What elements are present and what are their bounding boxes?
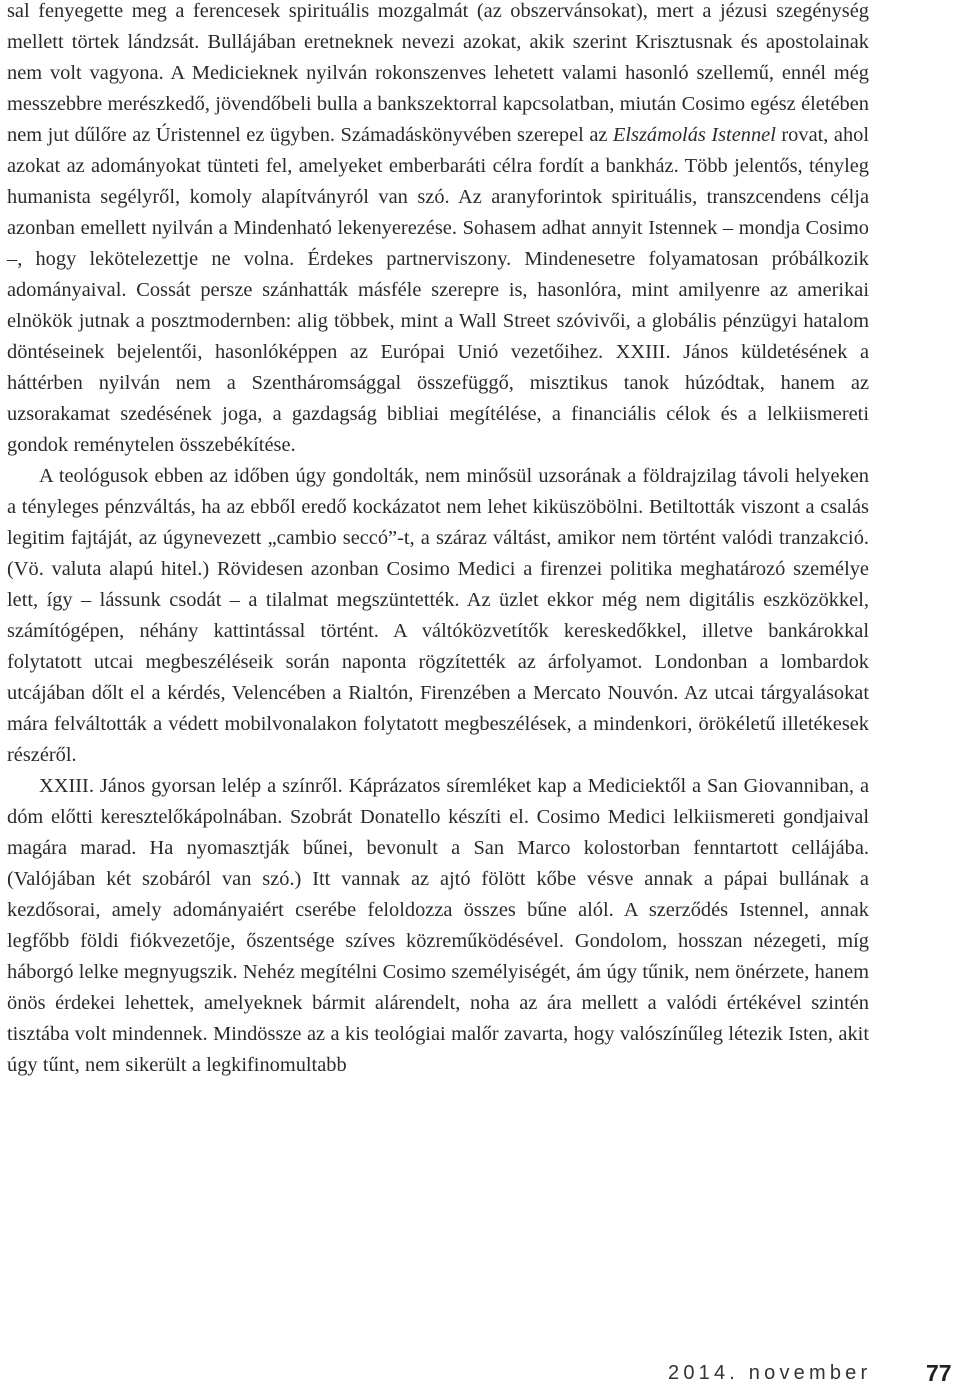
article-body: [7, 0, 869, 1081]
page-number: 77: [926, 1360, 952, 1386]
paragraph-2: A teológusok ebben az időben úgy gondolták, nem minősül uzsorának a földrajzilag távoli helyeken a tényleges pénzváltás, ha az ebből eredő kockázatot nem lehet kiküszöbölni. Betiltották viszont a csalás legitim fajtáját, az úgynevezett „cambio seccó”-t, a száraz váltást, amikor nem történt valódi tranzakció. (Vö. valuta alapú hitel.) Rövidesen azonban Cosimo Medici a firenzei politika meghatározó személye lett, így – lássunk csodát – a tilalmat megszüntették. Az üzlet ekkor még nem digitális eszközökkel, számítógépen, néhány kattintással történt. A váltóközvetítők kereskedőkkel, illetve bankárokkal folytatott utcai megbeszéléseik során naponta rögzítették az árfolyamot. Londonban a lombardok utcájában dőlt el a kérdés, Velencében a Rialtón, Firenzében a Mercato Nouvón. Az utcai tárgyalásokat mára felváltották a védett mobilvonalakon folytatott megbeszélések, a mindenkori, örökéletű illetékesek részéről.: [7, 465, 869, 766]
paragraph-1-text-a: sal fenyegette meg a ferencesek spirituális mozgalmát (az obszervánsokat), mert a jézusi szegénység mellett törtek lándzsát. Bullájában eretneknek nevezi azokat, akik szerint Krisztusnak és apostolainak nem volt vagyona. A Medicieknek nyilván rokonszenves lehetett valami hasonló szellemű, ennél még messzebbre merészkedő, jövendőbeli bulla a bankszektorral kapcsolatban, miután Cosimo egész életében nem jut dűlőre az Úristennel ez ügyben. Számadáskönyvében szerepel az: [7, 0, 869, 146]
paragraph-1-italic-title: Elszámolás Istennel: [612, 124, 776, 146]
paragraph-1: [7, 0, 869, 461]
footer-issue-date: 2014. november: [668, 1362, 872, 1384]
paragraph-3: XXIII. János gyorsan lelép a színről. Káprázatos síremléket kap a Mediciektől a San Giovanniban, a dóm előtti keresztelőkápolnában. Szobrát Donatello készíti el. Cosimo Medici lelkiismereti gondjaival magára marad. Ha nyomasztják bűnei, bevonult a San Marco kolostorban fenntartott cellájába. (Valójában két szobáról van szó.) Itt vannak az ajtó fölött kőbe vésve annak a pápai bullának a kezdősorai, amely adományaiért cserébe feloldozza összes bűne alól. A szerződés Istennel, annak legfőbb földi fiókvezetője, őszentsége szíves közreműködésével. Gondolom, hosszan nézegeti, míg háborgó lelke megnyugszik. Nehéz megítélni Cosimo személyiségét, ám úgy tűnik, nem önérzete, hanem önös érdekei lehettek, amelyeknek bármit alárendelt, noha az ára mellett a valódi értékével szintén tisztába volt mindennek. Mindössze az a kis teológiai malőr zavarta, hogy valószínűleg létezik Isten, akit úgy tűnt, nem sikerült a legkifinomultabb: [7, 775, 869, 1076]
paragraph-1-text-b: rovat, ahol azokat az adományokat tünteti fel, amelyeket emberbaráti célra fordít a bankház. Több jelentős, tényleg humanista segélyről, komoly alapítványról van szó. Az aranyforintok spirituális, transzcendens célja azonban emellett nyilván a Mindenható lekenyerezése. Sohasem adhat annyit Istennek – mondja Cosimo –, hogy lekötelezettje ne volna. Érdekes partnerviszony. Mindenesetre folyamatosan próbálkozik adományaival. Cossát persze szánhatták másféle szerepre is, hasonlóra, mint amilyenre az amerikai elnökök jutnak a posztmodernben: alig többek, mint a Wall Street szóvivői, a globális pénzügyi hatalom döntéseinek bejelentői, hasonlóképpen az Európai Unió vezetőihez. XXIII. János küldetésének a háttérben nyilván nem a Szentháromsággal összefüggő, misztikus tanok húzódtak, hanem az uzsorakamat szedésének joga, a gazdagság bibliai megítélése, a financiális célok és a lelkiismereti gondok reménytelen összebékítése.: [7, 124, 869, 456]
